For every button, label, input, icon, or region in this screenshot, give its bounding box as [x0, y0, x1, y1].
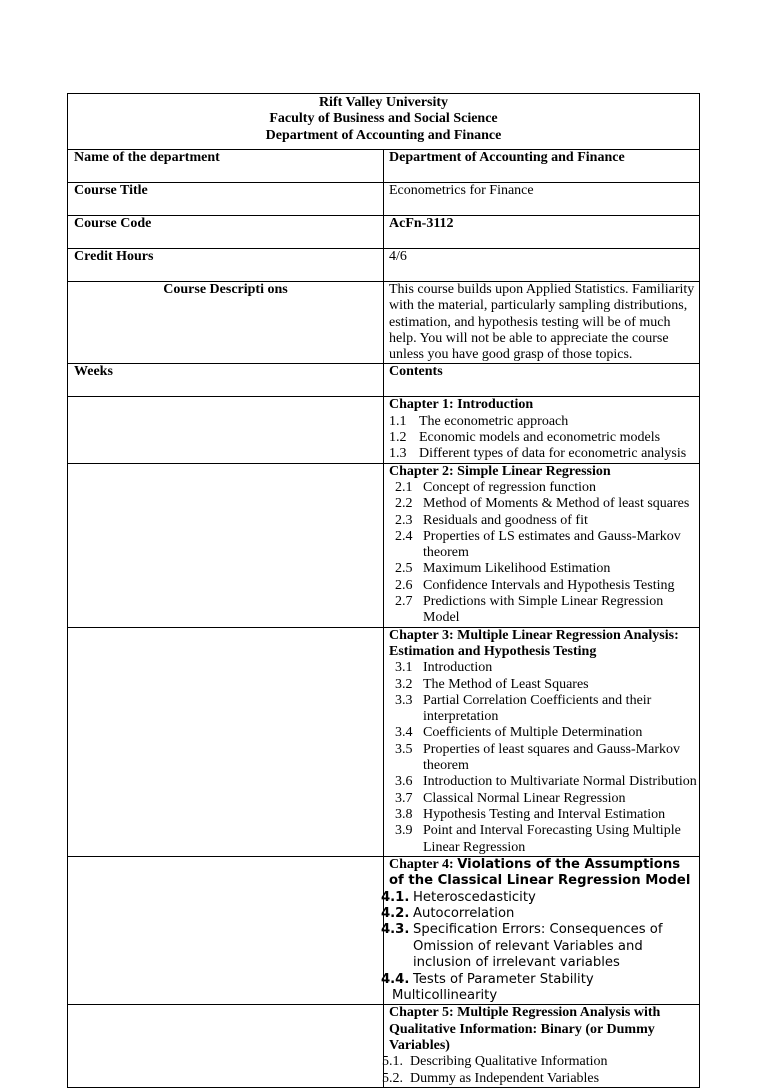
chapter3-title: Chapter 3: Multiple Linear Regression Analysis: Estimation and Hypothesis Testing: [389, 627, 679, 659]
item-number: 2.4: [395, 528, 413, 544]
item-number: 2.3: [395, 512, 413, 528]
item-text: Predictions with Simple Linear Regression Model: [423, 594, 664, 626]
item-number: 3.8: [395, 806, 413, 822]
item-number: 1.2: [389, 430, 407, 446]
chapter2-week-cell: [68, 463, 384, 627]
item-text: Describing Qualitative Information: [410, 1054, 608, 1070]
list-item: [389, 594, 699, 627]
item-number: 3.9: [395, 823, 413, 839]
course-code-value: AcFn-3112: [384, 216, 700, 249]
list-item: [389, 725, 699, 741]
course-title-row: [68, 183, 700, 216]
chapter2-cell: [384, 463, 700, 627]
list-item: [389, 414, 699, 430]
item-text: Specification Errors: Consequences of Omission of relevant Variables and inclusion of irrelevant variables: [413, 922, 663, 971]
list-item: [389, 677, 699, 693]
item-text: Maximum Likelihood Estimation: [423, 561, 611, 577]
list-item: [381, 906, 699, 922]
chapter1-cell: [384, 397, 700, 463]
item-text: Introduction: [423, 660, 493, 676]
list-item: [389, 480, 699, 496]
item-text: Properties of least squares and Gauss-Markov theorem: [423, 741, 680, 774]
item-number: 5.1.: [382, 1054, 403, 1070]
item-number: 4.3.: [381, 922, 410, 938]
item-text: The Method of Least Squares: [423, 676, 589, 692]
chapter1-title: Chapter 1: Introduction: [389, 397, 534, 413]
item-number: 5.2.: [382, 1070, 403, 1086]
item-text: Partial Correlation Coefficients and their interpretation: [423, 692, 652, 725]
list-item: [389, 823, 699, 856]
department-value: Department of Accounting and Finance: [384, 150, 700, 183]
item-number: 4.1.: [381, 889, 410, 905]
list-item: [389, 513, 699, 529]
list-item: [381, 922, 699, 971]
chapter5-title: Chapter 5: Multiple Regression Analysis with Qualitative Information: Binary (or Dummy Variables): [389, 1005, 661, 1054]
list-item: [389, 791, 699, 807]
chapter2-row: [68, 463, 700, 627]
course-title-value: Econometrics for Finance: [384, 183, 700, 216]
description-value: This course builds upon Applied Statistics. Familiarity with the material, particularly sampling distributions, estimation, and hypothesis testing will be of much help. You will not be able to appreciate the course unless you have good grasp of those topics.: [384, 282, 700, 364]
chapter4-cell: [381, 856, 700, 1005]
faculty-name: Faculty of Business and Social Science: [269, 111, 498, 127]
department-heading: Department of Accounting and Finance: [265, 127, 502, 143]
list-item: [381, 972, 699, 988]
description-row: [68, 282, 700, 364]
item-text: Concept of regression function: [423, 479, 597, 495]
contents-header-row: [68, 364, 700, 397]
chapter3-row: [68, 627, 700, 856]
list-item: [389, 496, 699, 512]
chapter5-row: [68, 1005, 700, 1087]
item-number: 3.5: [395, 741, 413, 757]
university-name: Rift Valley University: [318, 95, 449, 110]
item-number: 3.4: [395, 725, 413, 741]
item-number: 3.7: [395, 790, 413, 806]
item-text: Introduction to Multivariate Normal Distribution: [423, 774, 697, 790]
chapter3-week-cell: [68, 627, 384, 856]
item-number: 3.3: [395, 692, 413, 708]
item-text: Different types of data for econometric analysis: [419, 446, 687, 462]
credit-hours-value: 4/6: [384, 249, 700, 282]
course-code-row: [68, 216, 700, 249]
item-text: Method of Moments & Method of least squares: [423, 496, 690, 512]
item-number: 3.6: [395, 774, 413, 790]
list-item: [389, 578, 699, 594]
course-code-label: Course Code: [68, 216, 384, 249]
item-text: Properties of LS estimates and Gauss-Markov theorem: [423, 528, 681, 561]
chapter1-row: [68, 397, 700, 463]
item-text: Dummy as Independent Variables: [410, 1070, 600, 1086]
chapter4-row: [68, 856, 700, 1005]
course-outline-table: [67, 93, 700, 1088]
chapter4-title-text: Violations of the Assumptions of the Classical Linear Regression Model: [389, 856, 691, 889]
credit-hours-row: [68, 249, 700, 282]
item-number: 1.3: [389, 446, 407, 462]
chapter2-title: Chapter 2: Simple Linear Regression: [389, 463, 611, 479]
item-text: Heteroscedasticity: [413, 889, 536, 905]
item-text: Hypothesis Testing and Interval Estimation: [423, 806, 666, 822]
list-item: [389, 561, 699, 577]
item-number: 2.2: [395, 496, 413, 512]
item-text: Classical Normal Linear Regression: [423, 790, 626, 806]
item-text: The econometric approach: [419, 413, 569, 429]
item-number: 4.4.: [381, 971, 410, 987]
item-text: Coefficients of Multiple Determination: [423, 725, 643, 741]
chapter4-title: Chapter 4: Violations of the Assumptions of the Classical Linear Regression Model: [389, 856, 691, 889]
contents-label: Contents: [384, 364, 700, 397]
chapter5-cell: [384, 1005, 700, 1087]
list-item: [382, 1071, 699, 1087]
item-number: 4.2.: [381, 906, 410, 922]
item-text: Point and Interval Forecasting Using Multiple Linear Regression: [423, 823, 681, 855]
item-text: Autocorrelation: [413, 906, 515, 922]
chapter4-extra-item: Multicollinearity: [392, 988, 498, 1004]
item-text: Economic models and econometric models: [419, 430, 661, 446]
chapter4-prefix: Chapter 4: [389, 856, 450, 872]
department-row: [68, 150, 700, 183]
list-item: [382, 1054, 699, 1070]
item-number: 2.6: [395, 577, 413, 593]
item-text: Confidence Intervals and Hypothesis Testing: [423, 577, 675, 593]
list-item: [389, 430, 699, 446]
list-item: [389, 774, 699, 790]
course-title-label: Course Title: [68, 183, 384, 216]
item-number: 3.2: [395, 676, 413, 692]
item-number: 2.7: [395, 594, 413, 610]
item-number: 3.1: [395, 660, 413, 676]
item-text: Tests of Parameter Stability: [413, 971, 594, 987]
list-item: [381, 890, 699, 906]
item-number: 1.1: [389, 413, 407, 429]
department-label: Name of the department: [68, 150, 384, 183]
description-label: Course Descripti ons: [68, 282, 384, 364]
chapter3-cell: [384, 627, 700, 856]
item-number: 2.5: [395, 561, 413, 577]
chapter1-week-cell: [68, 397, 384, 463]
chapter4-week-cell: [68, 856, 384, 1005]
list-item: [389, 807, 699, 823]
weeks-label: Weeks: [68, 364, 384, 397]
list-item: [389, 693, 699, 726]
course-outline-document: [67, 93, 700, 1088]
item-text: Residuals and goodness of fit: [423, 512, 588, 528]
header-row: [68, 94, 700, 150]
credit-hours-label: Credit Hours: [68, 249, 384, 282]
list-item: [389, 742, 699, 775]
header-cell: [68, 94, 700, 150]
list-item: [389, 660, 699, 676]
chapter5-week-cell: [68, 1005, 384, 1087]
list-item: [389, 446, 699, 462]
item-number: 2.1: [395, 479, 413, 495]
list-item: [389, 529, 699, 562]
